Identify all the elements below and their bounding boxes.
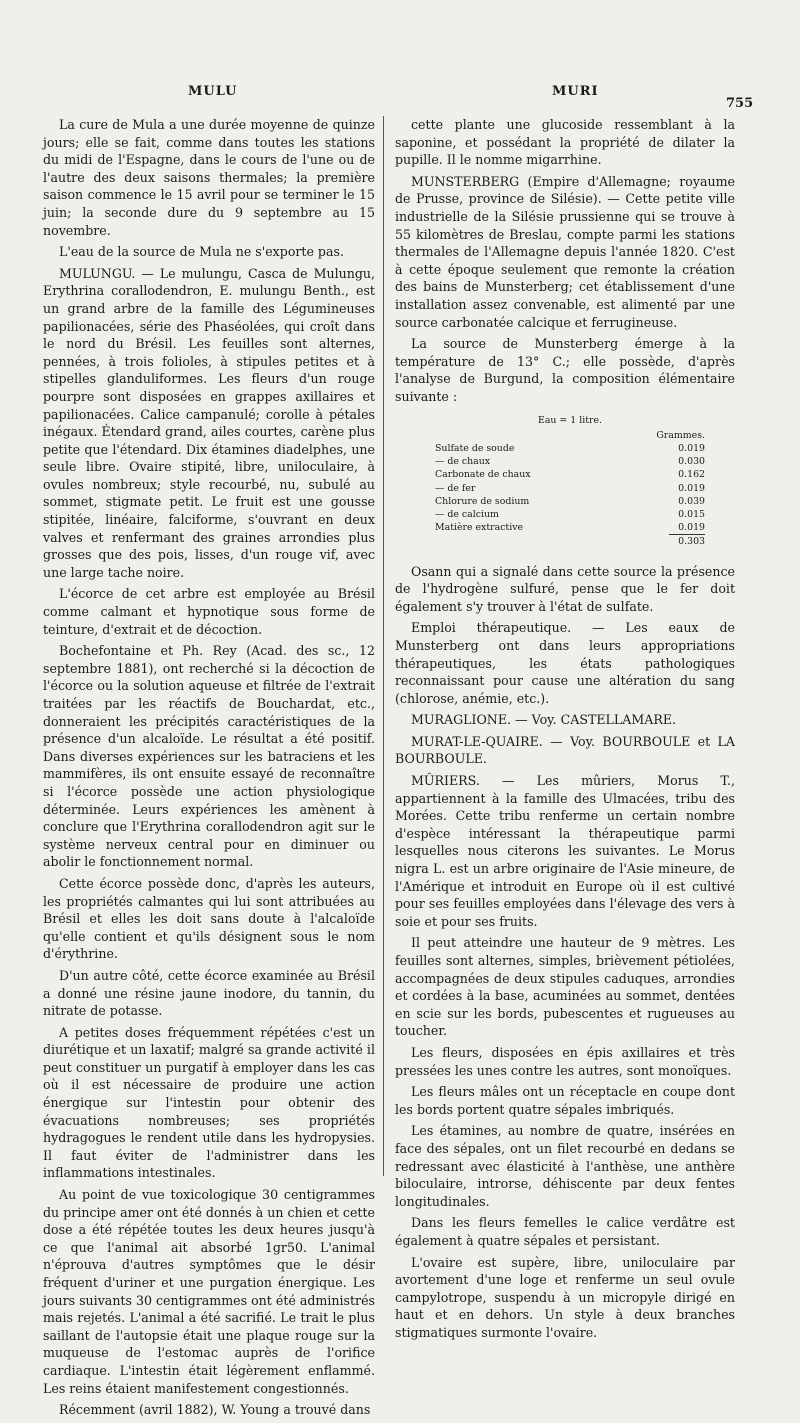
paragraph: Il peut atteindre une hauteur de 9 mètres. Les feuilles sont alternes, simples, brièvement pétiolées, accompagnées de deux stipules caduques, arrondies et cordées à la base, acuminées au sommet, dentées en scie sur les bords, pubescentes et rugueuses au toucher. [395, 935, 735, 1039]
row-label: Matière extractive [435, 522, 524, 534]
paragraph: L'eau de la source de Mula ne s'exporte pas. [59, 244, 344, 260]
table-column-header: Grammes. [656, 429, 705, 441]
table-total: 0.303 [669, 534, 705, 548]
paragraph: Cette écorce possède donc, d'après les auteurs, les propriétés calmantes qui lui sont attribuées au Brésil et elles les doit sans doute à l'alcaloïde qu'elle contient et qu'ils désignent sous le nom d'érythrine. [43, 875, 375, 962]
row-label: — de fer [435, 482, 476, 494]
entry-murat-le-quaire: MURAT-LE-QUAIRE. — Voy. BOURBOULE et LA BOURBOULE. [395, 733, 735, 767]
composition-table [435, 414, 705, 549]
entry-muraglione: MURAGLIONE. — Voy. CASTELLAMARE. [411, 712, 677, 728]
paragraph: Les fleurs mâles ont un réceptacle en coupe dont les bords portent quatre sépales imbriqués. [395, 1084, 735, 1117]
table-row [435, 468, 705, 481]
paragraph: Dans les fleurs femelles le calice verdâtre est également à quatre sépales et persistant. [395, 1215, 735, 1248]
paragraph: Les étamines, au nombre de quatre, insérées en face des sépales, ont un filet recourbé en dedans se redressant avec élasticité à l'anthèse, une anthère biloculaire, introrse, déhiscente par deux fentes longitudinales. [395, 1123, 735, 1209]
paragraph: L'écorce de cet arbre est employée au Brésil comme calmant et hypnotique sous forme de teinture, d'extrait et de décoction. [43, 586, 375, 637]
table-row [435, 482, 705, 495]
table-unit: Eau = 1 litre. [537, 414, 602, 426]
row-value: 0.019 [678, 482, 705, 494]
left-column [43, 116, 375, 1423]
row-value: 0.030 [678, 456, 705, 468]
running-head-right: MURI [552, 84, 599, 99]
paragraph: Osann qui a signalé dans cette source la présence de l'hydrogène sulfuré, pense que le fer doit également s'y trouver à l'état de sulfate. [395, 563, 735, 614]
paragraph: D'un autre côté, cette écorce examinée au Brésil a donné une résine jaune inodore, du tannin, du nitrate de potasse. [43, 967, 375, 1019]
entry-muriers: MÛRIERS. — Les mûriers, Morus T., appartiennent à la famille des Ulmacées, tribu des Morées. Cette tribu renferme un certain nombre d'espèce intéressant la thérapeutique parmi lesquelles nous citerons les suivantes. Le Morus nigra L. est un arbre originaire de l'Asie mineure, de l'Amérique et introduit en Europe où il est cultivé pour ses feuilles employées dans l'élevage des vers à soie et pour ses fruits. [395, 773, 735, 929]
row-value: 0.162 [678, 469, 705, 481]
paragraph: cette plante une glucoside ressemblant à la saponine, et possédant la propriété de dilater la pupille. Il le nomme migarrhine. [395, 117, 735, 168]
entry-emploi: Emploi thérapeutique. — Les eaux de Munsterberg ont dans leurs appropriations thérapeutiques, les états pathologiques reconnaissant pour cause une altération du sang (chlorose, anémie, etc.). [395, 620, 735, 706]
column-divider [383, 116, 384, 1176]
row-value: 0.019 [678, 522, 705, 534]
entry-mulungu: MULUNGU. — Le mulungu, Casca de Mulungu, Erythrina corallodendron, E. mulungu Benth., est un grand arbre de la famille des Légumineuses papilionacées, série des Phaséolées, qui croît dans le nord du Brésil. Les feuilles sont alternes, pennées, à trois folioles, à stipules petites et à stipelles glanduliformes. Les fleurs d'un rouge pourpre sont disposées en grappes axillaires et papilionacées. Calice campanulé; corolle à pétales inégaux. Étendard grand, ailes courtes, carène plus petite que l'étendard. Dix étamines diadelphes, une seule libre. Ovaire stipité, libre, uniloculaire, à ovules nombreux; style recourbé, nu, subulé au sommet, stigmate petit. Le fruit est une gousse stipitée, linéaire, falciforme, s'ouvrant en deux valves et renfermant des graines arrondies plus grosses que des pois, lisses, d'un rouge vif, avec une large tache noire. [43, 265, 375, 580]
page-number: 755 [726, 96, 754, 111]
right-column [395, 116, 735, 1345]
row-label: Sulfate de soude [435, 442, 515, 454]
table-row [435, 442, 705, 455]
paragraph: La source de Munsterberg émerge à la température de 13° C.; elle possède, d'après l'analyse de Burgund, la composition élémentaire suivante : [395, 336, 735, 404]
row-label: — de chaux [435, 456, 491, 468]
row-value: 0.015 [678, 508, 705, 520]
table-row [435, 508, 705, 521]
paragraph: Au point de vue toxicologique 30 centigrammes du principe amer ont été donnés à un chien et cette dose a été répétée toutes les deux heures jusqu'à ce que l'animal ait absorbé 1gr50. L'animal n'éprouva d'autres symptômes que le désir fréquent d'uriner et une purgation énergique. Les jours suivants 30 centigrammes ont été administrés mais rejetés. L'animal a été sacrifié. Le trait le plus saillant de l'autopsie était une plaque rouge sur la muqueuse de l'estomac auprès de l'orifice cardiaque. L'intestin était légèrement enflammé. Les reins étaient manifestement congestionnés. [43, 1187, 375, 1396]
row-label: Carbonate de chaux [435, 469, 531, 481]
row-label: Chlorure de sodium [435, 495, 530, 507]
paragraph: Bochefontaine et Ph. Rey (Acad. des sc., 12 septembre 1881), ont recherché si la décoction de l'écorce ou la solution aqueuse et filtrée de l'extrait traitées par les réactifs de Bouchardat, etc., donneraient les précipités caractéristiques de la présence d'un alcaloïde. Le résultat a été positif. Dans diverses expériences sur les batraciens et les mammifères, ils ont ensuite essayé de reconnaître si l'écorce possède une action physiologique déterminée. Leurs expériences les amènent à conclure que l'Erythrina corallodendron agit sur le système nerveux central pour en diminuer ou abolir le fonctionnement normal. [43, 643, 375, 870]
running-head-left: MULU [188, 84, 238, 99]
entry-munsterberg: MUNSTERBERG (Empire d'Allemagne; royaume de Prusse, province de Silésie). — Cette petite ville industrielle de la Silésie prussienne qui se trouve à 55 kilomètres de Breslau, compte parmi les stations thermales de l'Allemagne depuis l'année 1820. C'est à cette époque seulement que remonte la création des bains de Munsterberg; cet établissement d'une installation assez convenable, est alimenté par une source carbonatée calcique et ferrugineuse. [395, 173, 735, 330]
table-row [435, 495, 705, 508]
row-label: — de calcium [435, 508, 499, 520]
table-row [435, 521, 705, 534]
row-value: 0.039 [678, 495, 705, 507]
paragraph: Récemment (avril 1882), W. Young a trouvé dans [59, 1402, 371, 1418]
paragraph: La cure de Mula a une durée moyenne de quinze jours; elle se fait, comme dans toutes les stations du midi de l'Espagne, dans le cours de l'une ou de l'autre des deux saisons thermales; la première saison commence le 15 avril pour se terminer le 15 juin; la seconde dure du 9 septembre au 15 novembre. [43, 117, 375, 238]
table-row [435, 455, 705, 468]
paragraph: Les fleurs, disposées en épis axillaires et très pressées les unes contre les autres, sont monoïques. [395, 1044, 735, 1078]
paragraph: L'ovaire est supère, libre, uniloculaire par avortement d'une loge et renferme un seul ovule campylotrope, suspendu à un micropyle dirigé en haut et en dehors. Un style à deux branches stigmatiques surmonte l'ovaire. [395, 1254, 735, 1340]
paragraph: A petites doses fréquemment répétées c'est un diurétique et un laxatif; malgré sa grande activité il peut constituer un purgatif à employer dans les cas où il est nécessaire de produire une action énergique sur l'intestin pour obtenir des évacuations nombreuses; ses propriétés hydragogues le rendent utile dans les hydropysies. Il faut éviter de l'administrer dans les inflammations intestinales. [43, 1024, 375, 1181]
row-value: 0.019 [678, 442, 705, 454]
